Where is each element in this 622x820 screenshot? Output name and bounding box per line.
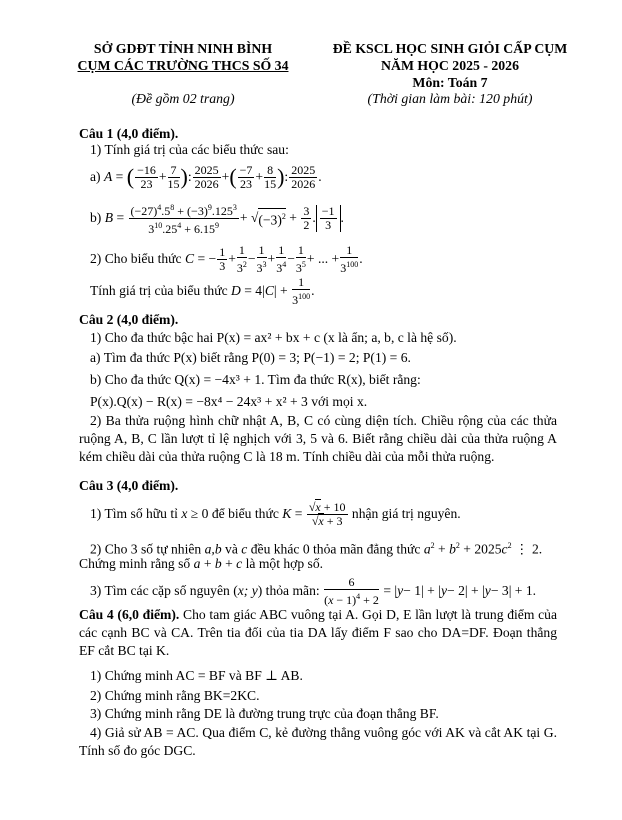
exam-title: ĐỀ KSCL HỌC SINH GIỎI CẤP CỤM [332, 41, 568, 56]
q3-part2-line2: Chứng minh rằng số a + b + c là một hợp số. [79, 556, 324, 571]
q3-part2-d: Chứng minh rằng số [79, 556, 191, 571]
q2-line1: 1) Cho đa thức bậc hai P(x) = ax² + bx + c (x là ẩn; a, b, c là hệ số). [90, 330, 457, 345]
q3-part1: 1) Tìm số hữu tỉ x ≥ 0 để biểu thức K = $\frac{√x + 10}{√x + 3}$ nhận giá trị nguyên. [90, 499, 461, 528]
q3-part3-a: 3) Tìm các cặp số nguyên [90, 583, 230, 598]
q4-intro-text: Cho tam giác ABC vuông tại A. Gọi D, E lần lượt là trung điểm của các cạnh BC và CA. Trên tia đối của tia DA lấy điểm F sao cho DA=DF. Đoạn thẳng EF cắt BC tại K. [79, 607, 558, 658]
q3-part1-c: nhận giá trị nguyên. [351, 506, 461, 521]
q3-part1-a: 1) Tìm số hữu tỉ [90, 506, 178, 521]
q4-line4: 4) Giả sử AB = AC. Qua điểm C, kẻ đường thẳng vuông góc với AK và cắt AK tại G. Tính số đo góc DGC. [79, 725, 557, 758]
school-year: NĂM HỌC 2025 - 2026 [381, 58, 519, 73]
q3-part2: 2) Cho 3 số tự nhiên a,b và c đều khác 0 thỏa mãn đẳng thức $a^2 + b^2 + 2025c^2$ ⋮ 2. [90, 541, 543, 557]
q1-expr-c: 2) Cho biểu thức C = − $\frac{1}{3}$ + $\frac{1}{3^2}$ − $\frac{1}{3^3}$ + $\frac{1}{3^4}$ − $\frac{1}{3^5}$ + ... + $\frac{1}{3^{100}}$ . [90, 242, 363, 275]
q1-expr-d: Tính giá trị của biểu thức D = 4| C | + $\frac{1}{3^{100}}$ . [90, 274, 315, 307]
q4-line2: 2) Chứng minh rằng BK=2KC. [90, 688, 260, 703]
q2-line2: a) Tìm đa thức P(x) biết rằng P(0) = 3; P(−1) = 2; P(1) = 6. [90, 350, 411, 365]
q4-line3: 3) Chứng minh rằng DE là đường trung trực của đoạn thẳng BF. [90, 706, 439, 721]
subject: Môn: Toán 7 [412, 75, 488, 90]
page-count-note: (Đề gồm 02 trang) [131, 91, 235, 106]
q4-intro [79, 606, 557, 660]
q2-line4: P(x).Q(x) − R(x) = −8x⁴ − 24x³ + x² + 3 với mọi x. [90, 394, 368, 409]
q1-b-label: b) [90, 210, 102, 225]
school-cluster [58, 57, 308, 74]
q1-part2-tail: Tính giá trị của biểu thức [90, 283, 228, 298]
q4-title: Câu 4 (6,0 điểm). [79, 607, 180, 622]
q1-expr-a: a) A = ( $\frac{-16}{23}$ + $\frac{7}{15}$ ) : $\frac{2025}{2026}$ + ( $\frac{-7}{23}$ + $\frac{8}{15}$ ) : $\frac{2025}{2026}$ . [90, 162, 322, 191]
q1-expr-b: b) B = $\frac{(-27)^4.5^8 + (-3)^9.125^3}{3^{10}.25^4 + 6.15^9}$ + √ $(-3)^2$ + $\frac{3}{2}$ . $\frac{-1}{3}$ . [90, 202, 344, 236]
q3-title: Câu 3 (4,0 điểm). [79, 478, 179, 493]
q4-line1: 1) Chứng minh AC = BF và BF ⊥ AB. [90, 668, 303, 683]
q3-part2-a: 2) Cho 3 số tự nhiên [90, 541, 202, 557]
school-dept: SỞ GDĐT TỈNH NINH BÌNH [93, 41, 273, 56]
q3-part2-c: đều khác 0 thỏa mãn đẳng thức [250, 541, 421, 557]
q1-part1: 1) Tính giá trị của các biểu thức sau: [90, 142, 289, 157]
q2-line3: b) Cho đa thức Q(x) = −4x³ + 1. Tìm đa thức R(x), biết rằng: [90, 372, 421, 387]
q3-part1-b: để biểu thức [211, 506, 279, 521]
q1-a-label: a) [90, 169, 101, 184]
school-cluster-text: CỤM CÁC TRƯỜNG THCS SỐ 34 [77, 58, 289, 73]
q1-title: Câu 1 (4,0 điểm). [79, 126, 179, 141]
q3-part3-b: thỏa mãn: [265, 583, 320, 598]
time-note: (Thời gian làm bài: 120 phút) [367, 91, 533, 106]
q3-part2-b: và [225, 541, 238, 557]
q1-part2-intro: 2) Cho biểu thức [90, 251, 182, 266]
q3-part2-e: là một hợp số. [245, 556, 324, 571]
q2-title: Câu 2 (4,0 điểm). [79, 312, 179, 327]
q2-line5: 2) Ba thửa ruộng hình chữ nhật A, B, C có cùng diện tích. Chiều rộng của các thửa ruộng A, B, C lần lượt tỉ lệ nghịch với 3, 5 và 6. Biết rằng chiều dài của thửa ruộng A kém chiều dài của thửa ruộng C là 18 m. Tính chiều dài của mỗi thửa ruộng. [79, 413, 557, 464]
q3-part3: 3) Tìm các cặp số nguyên ( x; y ) thỏa mãn: $\frac{6}{(x - 1)^4 + 2}$ = | y − 1| + | y − 2| + | y − 3| + 1. [90, 574, 537, 607]
